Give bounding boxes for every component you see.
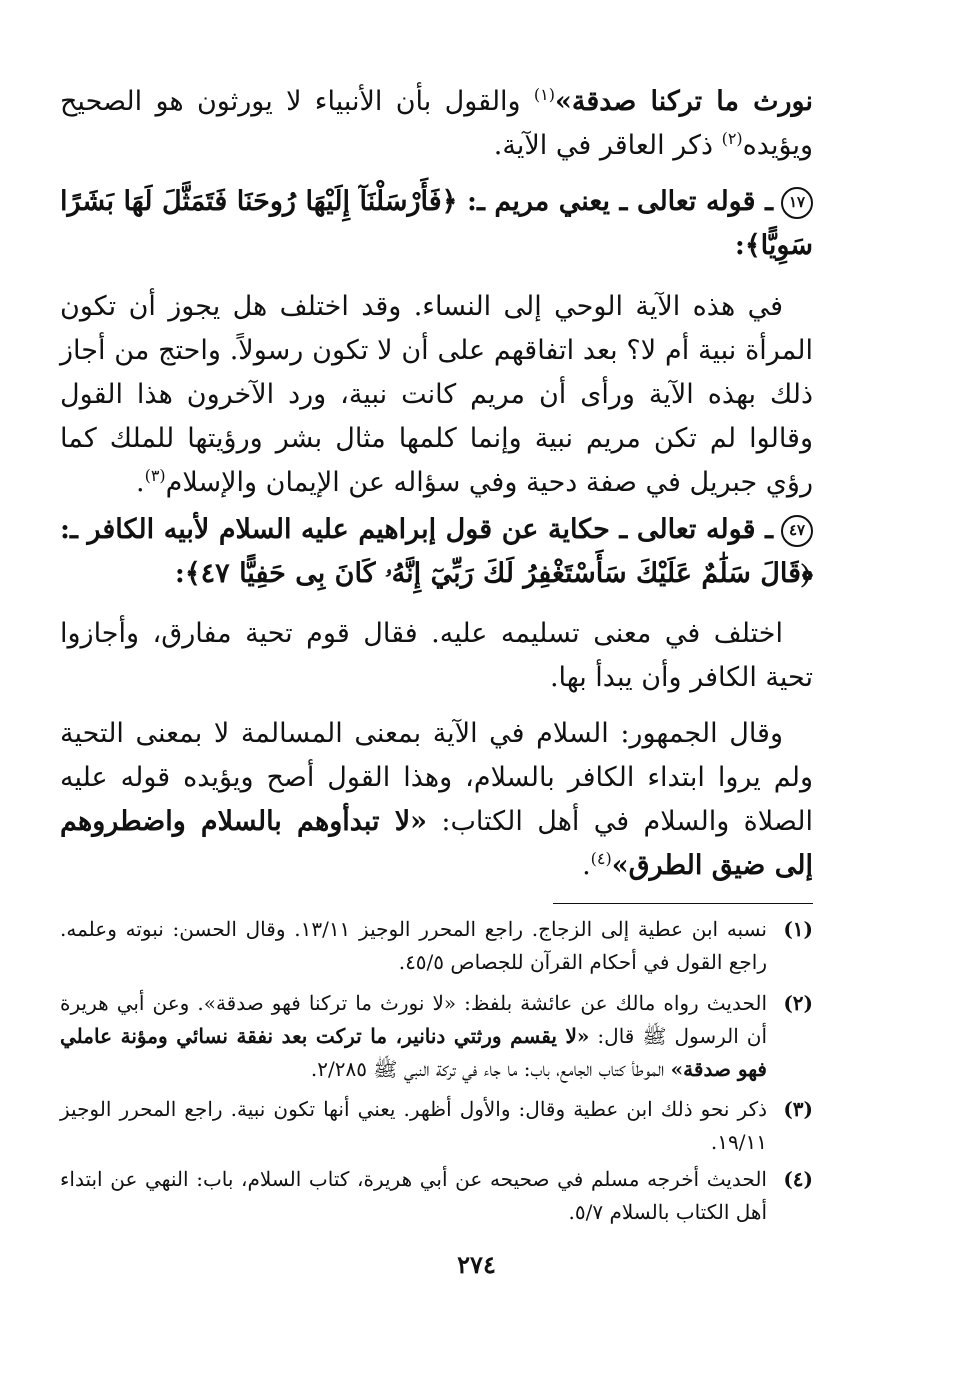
footnote-number: (٤) <box>783 1167 813 1191</box>
footnote-number: (١) <box>783 917 813 941</box>
verse-number-badge: ١٧ <box>781 187 813 219</box>
paragraph-women-prophecy <box>60 285 813 505</box>
paragraph-text: . <box>135 467 145 498</box>
footnote-ref-3[interactable]: (٣) <box>144 466 166 485</box>
footnote-ref-1[interactable]: (١) <box>533 85 555 104</box>
footnote-number: (٢) <box>783 991 813 1015</box>
paragraph-text: . <box>582 850 591 881</box>
hadith-quote: «لا يقسم ورثتي دنانير، ما تركت بعد نفقة نسائي ومؤنة عاملي فهو صدقة» <box>60 1024 767 1081</box>
hadith-quote: نورث ما تركنا صدقة» <box>555 86 813 117</box>
footnote-text: الحديث أخرجه مسلم في صحيحه عن أبي هريرة، كتاب السلام، باب: النهي عن ابتداء أهل الكتاب بالسلام ٥/٧. <box>60 1167 767 1224</box>
footnote-text: نسبه ابن عطية إلى الزجاج. راجع المحرر الوجيز ١٣/١١. وقال الحسن: نبوته وعلمه. راجع القول في أحكام القرآن للجصاص ٤٥/٥. <box>60 917 767 974</box>
footnote-number: (٣) <box>783 1097 813 1121</box>
page-number: ٢٧٤ <box>457 1250 496 1279</box>
footnote-text: الموطأ كتاب الجامع، باب: ما جاء في تركة النبي ﷺ ٢/٢٨٥. <box>310 1057 671 1081</box>
footnote-ref-4[interactable]: (٤) <box>590 849 612 868</box>
verse-heading-text: ـ قوله تعالى ـ حكاية عن قول إبراهيم عليه السلام لأبيه الكافر ـ: ﴿قَالَ سَلَٰمٌ عَلَيْكَ سَأَسْتَغْفِرُ لَكَ رَبِّيٓ إِنَّهُۥ كَانَ بِى حَفِيًّا ٤٧﴾: <box>60 514 813 589</box>
paragraph-hadith-conclusion <box>60 80 813 168</box>
paragraph-majority-view <box>60 712 813 888</box>
paragraph-greeting-disagreement <box>60 612 813 700</box>
hadith-quote: «لا تبدأوهم بالسلام واضطروهم إلى ضيق الطرق» <box>60 806 813 881</box>
verse-heading-text: ـ قوله تعالى ـ يعني مريم ـ: ﴿فَأَرْسَلْنَآ إِلَيْهَا رُوحَنَا فَتَمَثَّلَ لَهَا بَشَرًا سَوِيًّا﴾: <box>60 186 813 261</box>
footnote-3 <box>60 1093 813 1159</box>
paragraph-text: وقال الجمهور: السلام في الآية بمعنى المسالمة لا بمعنى التحية ولم يروا ابتداء الكافر بالسلام، وهذا القول أصح ويؤيده قوله عليه الصلاة والسلام في أهل الكتاب: <box>60 718 813 837</box>
paragraph-text: والقول بأن الأنبياء لا يورثون هو الصحيح ويؤيده <box>60 86 813 161</box>
footnote-separator <box>553 903 813 904</box>
footnote-1 <box>60 913 813 979</box>
verse-number-badge: ٤٧ <box>781 515 813 547</box>
verse-heading-17 <box>60 180 813 268</box>
footnote-text: الحديث رواه مالك عن عائشة بلفظ: «لا نورث ما تركنا فهو صدقة». وعن أبي هريرة أن الرسول ﷺ قال: <box>60 991 767 1048</box>
verse-heading-47 <box>60 508 813 596</box>
footnote-text: ذكر نحو ذلك ابن عطية وقال: والأول أظهر. يعني أنها تكون نبية. راجع المحرر الوجيز ١٩/١١. <box>60 1097 767 1154</box>
footnote-4 <box>60 1163 813 1229</box>
paragraph-text: اختلف في معنى تسليمه عليه. فقال قوم تحية مفارق، وأجازوا تحية الكافر وأن يبدأ بها. <box>60 618 813 693</box>
footnote-ref-2[interactable]: (٢) <box>721 129 743 148</box>
paragraph-text: ذكر العاقر في الآية. <box>493 130 722 161</box>
paragraph-text: في هذه الآية الوحي إلى النساء. وقد اختلف هل يجوز أن تكون المرأة نبية أم لا؟ بعد اتفاقهم على أن لا تكون رسولاً. واحتج من أجاز ذلك بهذه الآية ورأى أن مريم كانت نبية، ورد الآخرون هذا القول وقالوا لم تكن مريم نبية وإنما كلمها مثال بشر ورؤيتها للملك كما رؤي جبريل في صفة دحية وفي سؤاله عن الإيمان والإسلام <box>60 291 813 498</box>
footnote-2 <box>60 987 813 1086</box>
